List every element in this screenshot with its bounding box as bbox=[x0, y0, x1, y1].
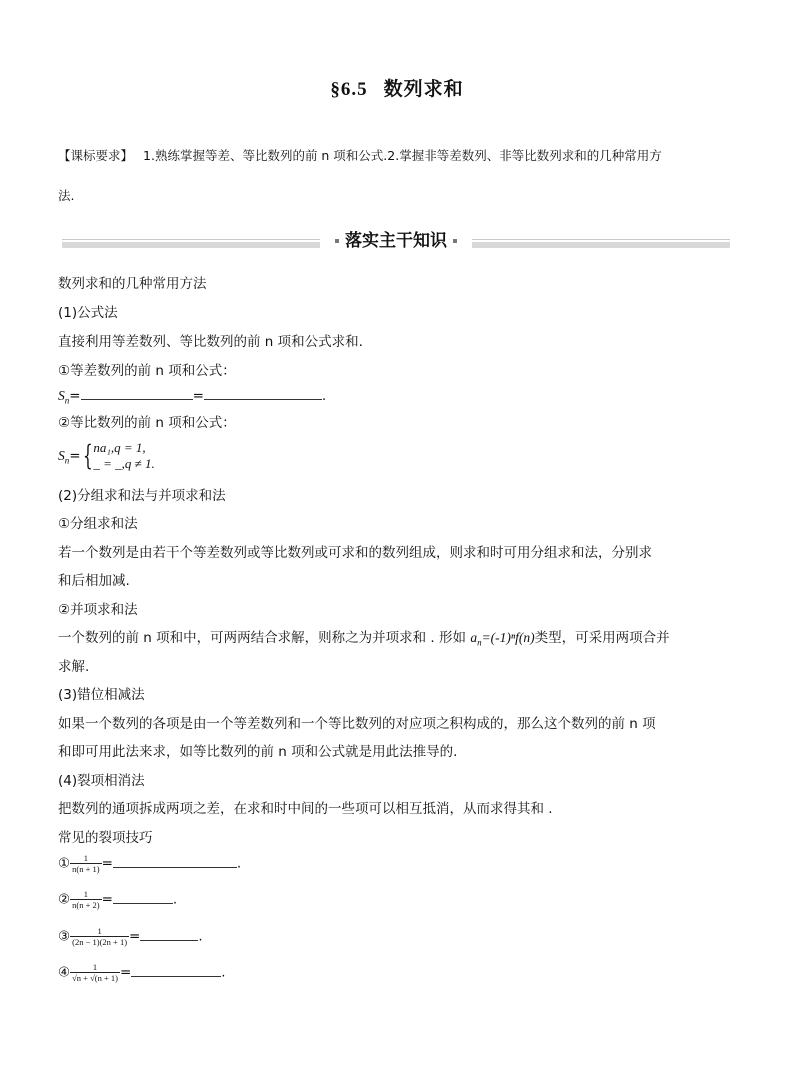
intro-text: 数列求和的几种常用方法 bbox=[58, 276, 207, 292]
section-banner bbox=[62, 228, 730, 258]
curriculum-requirement bbox=[58, 146, 662, 164]
arithmetic-sum-formula: $S_n=$ = . bbox=[58, 388, 327, 406]
denominator: n(n + 1) bbox=[72, 864, 100, 874]
method-3-text-1: 如果一个数列的各项是由一个等差数列和一个等比数列的对应项之积构成的，那么这个数列的前 n 项 bbox=[58, 716, 656, 732]
tip-blank bbox=[140, 928, 198, 941]
numerator: 1 bbox=[97, 926, 102, 936]
grouping-text-1: 若一个数列是由若干个等差数列或等比数列或可求和的数列组成，则求和时可用分组求和法，分别求 bbox=[58, 545, 652, 561]
tip-blank bbox=[113, 855, 237, 868]
tip-marker: ① bbox=[58, 855, 71, 872]
method-3-title: (3)错位相减法 bbox=[58, 687, 145, 703]
pairing-formula-a: a bbox=[470, 630, 478, 645]
denominator: (2n − 1)(2n + 1) bbox=[72, 937, 128, 947]
method-4-text: 把数列的通项拆成两项之差，在求和时中间的一些项可以相互抵消，从而求得其和 . bbox=[58, 801, 553, 817]
pairing-text-2: 求解. bbox=[58, 659, 90, 675]
tip-4: ④ $\frac{1}{√n + √(n + 1)}$ = . bbox=[58, 962, 226, 983]
numerator: 1 bbox=[83, 853, 88, 863]
section-title: 数列求和 bbox=[383, 78, 464, 100]
sum-symbol: S bbox=[58, 388, 65, 403]
tip-fraction bbox=[70, 926, 129, 947]
case-1: na₁,q = 1, bbox=[93, 440, 146, 455]
tip-blank bbox=[113, 891, 173, 904]
banner-dot-left bbox=[335, 239, 339, 243]
tip-2: ② $\frac{1}{n(n + 2)}$ = . bbox=[58, 889, 178, 910]
grouping-text-2: 和后相加减. bbox=[58, 573, 130, 589]
grouping-title: ①分组求和法 bbox=[58, 516, 138, 532]
tip-fraction bbox=[70, 889, 101, 910]
blank-1 bbox=[81, 387, 193, 400]
section-number: §6.5 bbox=[330, 79, 368, 100]
pairing-text-post: 类型，可采用两项合并 bbox=[534, 630, 670, 646]
requirement-tag: 【课标要求】 bbox=[58, 148, 134, 163]
denominator: √n + √(n + 1) bbox=[72, 973, 118, 983]
pairing-formula-rest: =(-1)ⁿf(n) bbox=[481, 630, 535, 645]
tip-marker: ④ bbox=[58, 964, 71, 981]
geometric-sum-formula: $S_n=${ na₁,q = 1, _ = _,q ≠ 1. bbox=[58, 439, 155, 472]
page-title bbox=[0, 74, 794, 101]
method-3-text-2: 和即可用此法来求，如等比数列的前 n 项和公式就是用此法推导的. bbox=[58, 744, 458, 760]
numerator: 1 bbox=[83, 889, 88, 899]
method-1-text: 直接利用等差数列、等比数列的前 n 项和公式求和. bbox=[58, 334, 363, 350]
requirement-line-2: 法. bbox=[58, 188, 75, 203]
piecewise-cases bbox=[93, 440, 154, 472]
denominator: n(n + 2) bbox=[72, 900, 100, 910]
banner-label bbox=[320, 228, 472, 258]
pairing-text-1 bbox=[58, 626, 670, 648]
left-brace: { bbox=[82, 439, 93, 472]
tip-3: ③ $\frac{1}{(2n - 1)(2n + 1)}$ = . bbox=[58, 926, 203, 947]
tip-marker: ③ bbox=[58, 928, 71, 945]
case-2: _ = _,q ≠ 1. bbox=[93, 456, 155, 471]
geometric-sum-label: ②等比数列的前 n 项和公式： bbox=[58, 415, 236, 431]
requirement-line-1: 1.熟练掌握等差、等比数列的前 n 项和公式.2.掌握非等差数列、非等比数列求和的几种常用方 bbox=[143, 148, 662, 163]
pairing-title: ②并项求和法 bbox=[58, 602, 138, 618]
method-2-title: (2)分组求和法与并项求和法 bbox=[58, 488, 226, 504]
tips-title: 常见的裂项技巧 bbox=[58, 830, 153, 846]
banner-dot-right bbox=[453, 239, 457, 243]
tip-1: ① $\frac{1}{n(n + 1)}$ = . bbox=[58, 853, 242, 874]
numerator: 1 bbox=[92, 962, 98, 972]
sum-subscript: n bbox=[64, 395, 70, 406]
pairing-text-pre: 一个数列的前 n 项和中，可两两结合求解，则称之为并项求和 . 形如 bbox=[58, 630, 471, 646]
blank-2 bbox=[204, 387, 322, 400]
method-4-title: (4)裂项相消法 bbox=[58, 773, 145, 789]
tip-blank bbox=[131, 964, 221, 977]
banner-text: 落实主干知识 bbox=[345, 231, 447, 251]
tip-fraction bbox=[70, 853, 101, 874]
arithmetic-sum-label: ①等差数列的前 n 项和公式： bbox=[58, 363, 236, 379]
method-1-title: (1)公式法 bbox=[58, 305, 118, 321]
tip-marker: ② bbox=[58, 891, 71, 908]
pairing-formula-sub: n bbox=[477, 637, 482, 648]
tip-fraction bbox=[70, 962, 120, 983]
